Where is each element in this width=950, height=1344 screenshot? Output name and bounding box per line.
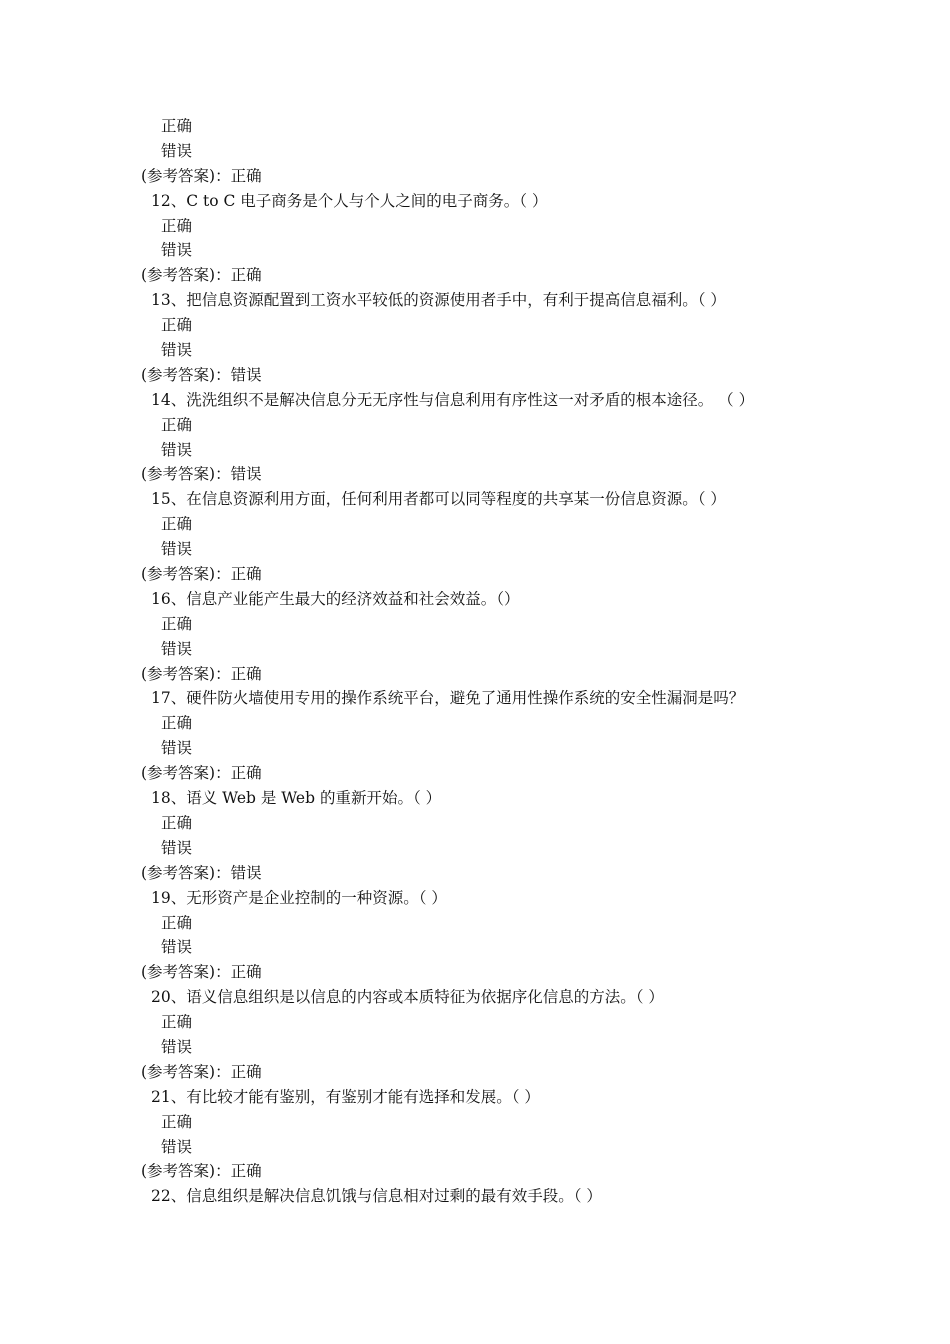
question-block: [141, 886, 921, 986]
question-text: 20、语义信息组织是以信息的内容或本质特征为依据序化信息的方法。（ ）: [151, 988, 664, 1007]
option-false: 错误: [161, 639, 193, 658]
option-false: 错误: [161, 938, 193, 957]
option-false: 错误: [161, 241, 193, 260]
question-text: 14、洗洗组织不是解决信息分无无序性与信息利用有序性这一对矛盾的根本途径。 （ ）: [151, 390, 755, 409]
option-false: 错误: [161, 341, 193, 360]
question-block: [141, 686, 921, 786]
question-text: 18、语义 Web 是 Web 的重新开始。（ ）: [151, 789, 442, 808]
question-block: [141, 1184, 921, 1209]
question-block: [141, 388, 921, 488]
option-true: 正确: [161, 117, 193, 135]
question-block: [141, 786, 921, 886]
question-list: [141, 189, 921, 1210]
reference-answer: (参考答案)：错误: [141, 863, 262, 882]
reference-answer: (参考答案)：正确: [141, 166, 262, 185]
option-true: 正确: [161, 813, 193, 832]
reference-answer: (参考答案)：正确: [141, 963, 262, 982]
question-text: 12、C to C 电子商务是个人与个人之间的电子商务。（ ）: [151, 191, 548, 210]
reference-answer: (参考答案)：错误: [141, 365, 262, 384]
question-text: 19、无形资产是企业控制的一种资源。（ ）: [151, 888, 447, 907]
option-true: 正确: [161, 415, 193, 434]
question-text: 17、硬件防火墙使用专用的操作系统平台，避免了通用性操作系统的安全性漏洞是吗？: [151, 689, 745, 708]
document-body: [141, 114, 921, 1209]
option-false: 错误: [161, 1137, 193, 1156]
question-block: [141, 487, 921, 587]
question-block: [141, 189, 921, 289]
question-block: [141, 587, 921, 687]
reference-answer: (参考答案)：错误: [141, 465, 262, 484]
reference-answer: (参考答案)：正确: [141, 565, 262, 584]
question-block: [141, 1085, 921, 1185]
question-block: [141, 985, 921, 1085]
option-true: 正确: [161, 316, 193, 335]
question-text: 13、把信息资源配置到工资水平较低的资源使用者手中，有利于提高信息福利。（ ）: [151, 291, 726, 310]
option-false: 错误: [161, 739, 193, 758]
reference-answer: (参考答案)：正确: [141, 1162, 262, 1181]
question-text: 21、有比较才能有鉴别，有鉴别才能有选择和发展。（ ）: [151, 1087, 540, 1106]
option-true: 正确: [161, 216, 193, 235]
option-false: 错误: [161, 838, 193, 857]
question-block: [141, 288, 921, 388]
option-true: 正确: [161, 1112, 193, 1131]
option-false: 错误: [161, 540, 193, 559]
question-text: 15、在信息资源利用方面，任何利用者都可以同等程度的共享某一份信息资源。（ ）: [151, 490, 726, 509]
option-true: 正确: [161, 1013, 193, 1032]
option-false: 错误: [161, 1037, 193, 1056]
option-true: 正确: [161, 614, 193, 633]
reference-answer: (参考答案)：正确: [141, 1062, 262, 1081]
option-true: 正确: [161, 913, 193, 932]
reference-answer: (参考答案)：正确: [141, 664, 262, 683]
option-false: 错误: [161, 141, 193, 160]
option-true: 正确: [161, 515, 193, 534]
lead-block: [141, 114, 921, 189]
question-text: 16、信息产业能产生最大的经济效益和社会效益。（）: [151, 589, 520, 608]
option-true: 正确: [161, 714, 193, 733]
reference-answer: (参考答案)：正确: [141, 266, 262, 285]
option-false: 错误: [161, 440, 193, 459]
reference-answer: (参考答案)：正确: [141, 764, 262, 783]
question-text: 22、信息组织是解决信息饥饿与信息相对过剩的最有效手段。（ ）: [151, 1187, 602, 1206]
